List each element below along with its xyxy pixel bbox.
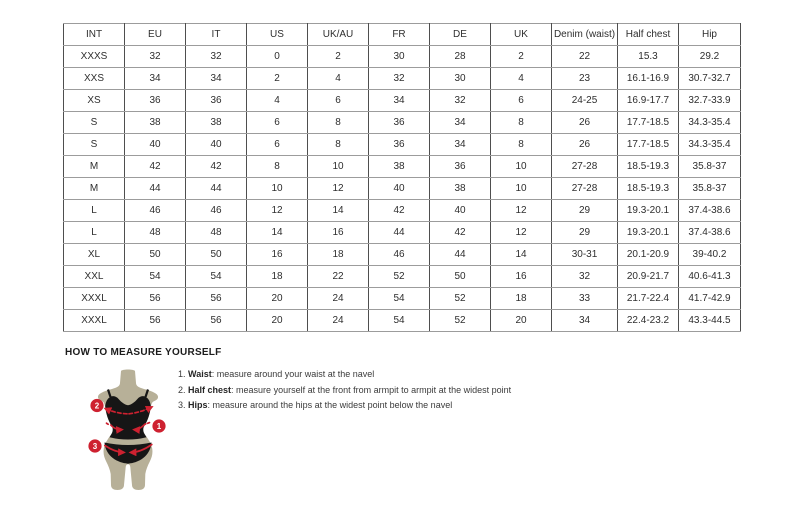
column-header: UK/AU <box>308 24 369 46</box>
step-text: : measure yourself at the front from armpit to armpit at the widest point <box>231 384 512 395</box>
table-cell: 18.5-19.3 <box>618 156 679 178</box>
table-cell: 27-28 <box>552 178 618 200</box>
table-cell: 6 <box>247 134 308 156</box>
table-cell: 32.7-33.9 <box>679 90 741 112</box>
table-cell: 17.7-18.5 <box>618 112 679 134</box>
step-term: Hips <box>188 400 208 410</box>
table-cell: 36 <box>369 134 430 156</box>
measure-step <box>178 400 511 410</box>
table-row <box>64 46 741 68</box>
mannequin-illustration <box>75 368 175 503</box>
table-cell: 32 <box>125 46 186 68</box>
waist-side-tick-left <box>107 423 111 425</box>
table-cell: 29.2 <box>679 46 741 68</box>
table-row <box>64 178 741 200</box>
table-cell: 4 <box>247 90 308 112</box>
table-cell: 26 <box>552 112 618 134</box>
table-cell: 24 <box>308 288 369 310</box>
table-cell: 22.4-23.2 <box>618 310 679 332</box>
table-cell: 34 <box>369 90 430 112</box>
table-cell: 24 <box>308 310 369 332</box>
table-row <box>64 112 741 134</box>
table-row <box>64 134 741 156</box>
table-cell: 44 <box>430 244 491 266</box>
table-cell: L <box>64 222 125 244</box>
step-text: : measure around your waist at the navel <box>211 369 375 379</box>
table-cell: 56 <box>125 288 186 310</box>
table-cell: 40.6-41.3 <box>679 266 741 288</box>
table-cell: 42 <box>125 156 186 178</box>
table-cell: XS <box>64 90 125 112</box>
table-cell: 27-28 <box>552 156 618 178</box>
table-cell: XL <box>64 244 125 266</box>
table-cell: L <box>64 200 125 222</box>
table-cell: 46 <box>186 200 247 222</box>
table-cell: 54 <box>369 288 430 310</box>
measure-section-title: HOW TO MEASURE YOURSELF <box>65 347 222 358</box>
table-cell: 12 <box>491 222 552 244</box>
table-cell: 22 <box>552 46 618 68</box>
table-cell: 38 <box>430 178 491 200</box>
table-cell: M <box>64 178 125 200</box>
table-cell: 20 <box>491 310 552 332</box>
size-table-body <box>64 46 741 332</box>
table-cell: 46 <box>125 200 186 222</box>
column-header: US <box>247 24 308 46</box>
table-cell: 56 <box>186 288 247 310</box>
column-header: Denim (waist) <box>552 24 618 46</box>
table-cell: 34 <box>186 68 247 90</box>
table-cell: XXL <box>64 266 125 288</box>
table-cell: 29 <box>552 222 618 244</box>
table-cell: 12 <box>247 200 308 222</box>
table-cell: 18.5-19.3 <box>618 178 679 200</box>
table-cell: 46 <box>369 244 430 266</box>
table-cell: 52 <box>430 288 491 310</box>
table-cell: 8 <box>247 156 308 178</box>
table-cell: 23 <box>552 68 618 90</box>
column-header: IT <box>186 24 247 46</box>
table-cell: 42 <box>369 200 430 222</box>
table-cell: 28 <box>430 46 491 68</box>
table-cell: 18 <box>308 244 369 266</box>
table-cell: 4 <box>308 68 369 90</box>
table-cell: 39-40.2 <box>679 244 741 266</box>
waist-marker-label: 1 <box>156 421 162 431</box>
table-cell: 26 <box>552 134 618 156</box>
table-cell: 44 <box>186 178 247 200</box>
step-term: Waist <box>188 369 212 379</box>
table-cell: 50 <box>125 244 186 266</box>
table-cell: 36 <box>430 156 491 178</box>
table-cell: 32 <box>369 68 430 90</box>
table-cell: 10 <box>491 178 552 200</box>
column-header: FR <box>369 24 430 46</box>
table-cell: 10 <box>491 156 552 178</box>
table-cell: 56 <box>186 310 247 332</box>
step-text: : measure around the hips at the widest point below the navel <box>207 400 453 410</box>
table-cell: 16.9-17.7 <box>618 90 679 112</box>
table-cell: 8 <box>308 112 369 134</box>
table-cell: 24-25 <box>552 90 618 112</box>
table-cell: XXXL <box>64 288 125 310</box>
table-cell: 30-31 <box>552 244 618 266</box>
measure-step <box>178 385 511 395</box>
table-cell: 20 <box>247 310 308 332</box>
table-cell: 2 <box>491 46 552 68</box>
table-cell: 8 <box>308 134 369 156</box>
measurement-figure <box>75 368 175 503</box>
step-term: Half chest <box>188 384 232 395</box>
table-cell: 22 <box>308 266 369 288</box>
table-cell: 0 <box>247 46 308 68</box>
table-cell: 34.3-35.4 <box>679 134 741 156</box>
column-header: Hip <box>679 24 741 46</box>
table-cell: 42 <box>186 156 247 178</box>
table-cell: 40 <box>369 178 430 200</box>
table-cell: 29 <box>552 200 618 222</box>
hips-marker-label: 3 <box>92 441 98 451</box>
table-cell: 16.1-16.9 <box>618 68 679 90</box>
table-cell: 10 <box>308 156 369 178</box>
table-cell: 42 <box>430 222 491 244</box>
table-row <box>64 266 741 288</box>
table-cell: 50 <box>186 244 247 266</box>
table-cell: 6 <box>491 90 552 112</box>
table-cell: 20 <box>247 288 308 310</box>
table-cell: 6 <box>247 112 308 134</box>
table-cell: 21.7-22.4 <box>618 288 679 310</box>
column-header: UK <box>491 24 552 46</box>
table-cell: 40 <box>125 134 186 156</box>
table-header-row <box>64 24 741 46</box>
table-cell: 38 <box>186 112 247 134</box>
table-cell: M <box>64 156 125 178</box>
table-cell: 34 <box>125 68 186 90</box>
table-cell: 19.3-20.1 <box>618 222 679 244</box>
table-cell: 54 <box>186 266 247 288</box>
table-cell: 16 <box>491 266 552 288</box>
measure-step <box>178 369 511 379</box>
table-cell: XXXL <box>64 310 125 332</box>
table-cell: 20.9-21.7 <box>618 266 679 288</box>
step-number: 1. <box>178 369 186 379</box>
table-row <box>64 222 741 244</box>
table-cell: 14 <box>491 244 552 266</box>
table-cell: 43.3-44.5 <box>679 310 741 332</box>
table-cell: 36 <box>369 112 430 134</box>
table-row <box>64 310 741 332</box>
table-cell: 32 <box>186 46 247 68</box>
table-cell: 18 <box>247 266 308 288</box>
table-cell: 20.1-20.9 <box>618 244 679 266</box>
table-row <box>64 244 741 266</box>
table-row <box>64 156 741 178</box>
table-cell: XXXS <box>64 46 125 68</box>
table-cell: 15.3 <box>618 46 679 68</box>
column-header: Half chest <box>618 24 679 46</box>
table-row <box>64 68 741 90</box>
table-cell: 30 <box>369 46 430 68</box>
table-cell: 37.4-38.6 <box>679 222 741 244</box>
step-number: 3. <box>178 400 186 410</box>
table-cell: 32 <box>552 266 618 288</box>
table-cell: 4 <box>491 68 552 90</box>
table-cell: 17.7-18.5 <box>618 134 679 156</box>
table-cell: 40 <box>430 200 491 222</box>
table-cell: 8 <box>491 134 552 156</box>
table-cell: 16 <box>308 222 369 244</box>
table-row <box>64 90 741 112</box>
table-cell: 34 <box>552 310 618 332</box>
measure-steps <box>178 369 511 416</box>
table-cell: 2 <box>308 46 369 68</box>
table-cell: 14 <box>308 200 369 222</box>
column-header: DE <box>430 24 491 46</box>
table-cell: 36 <box>125 90 186 112</box>
table-cell: 16 <box>247 244 308 266</box>
table-cell: 35.8-37 <box>679 156 741 178</box>
table-cell: XXS <box>64 68 125 90</box>
table-cell: 38 <box>369 156 430 178</box>
table-cell: 44 <box>125 178 186 200</box>
table-cell: 19.3-20.1 <box>618 200 679 222</box>
table-row <box>64 288 741 310</box>
table-cell: 10 <box>247 178 308 200</box>
table-cell: 34 <box>430 112 491 134</box>
chest-marker-label: 2 <box>94 401 100 411</box>
table-cell: 40 <box>186 134 247 156</box>
table-cell: 6 <box>308 90 369 112</box>
table-cell: 34 <box>430 134 491 156</box>
table-cell: 52 <box>369 266 430 288</box>
table-cell: 32 <box>430 90 491 112</box>
table-row <box>64 200 741 222</box>
table-cell: S <box>64 134 125 156</box>
table-cell: 56 <box>125 310 186 332</box>
table-cell: 35.8-37 <box>679 178 741 200</box>
table-cell: 12 <box>491 200 552 222</box>
table-cell: 34.3-35.4 <box>679 112 741 134</box>
table-cell: 41.7-42.9 <box>679 288 741 310</box>
table-cell: 18 <box>491 288 552 310</box>
column-header: INT <box>64 24 125 46</box>
table-cell: 54 <box>369 310 430 332</box>
table-cell: 36 <box>186 90 247 112</box>
table-cell: 2 <box>247 68 308 90</box>
size-chart-table <box>63 23 741 332</box>
column-header: EU <box>125 24 186 46</box>
table-cell: 48 <box>186 222 247 244</box>
table-cell: 30.7-32.7 <box>679 68 741 90</box>
table-cell: S <box>64 112 125 134</box>
table-cell: 52 <box>430 310 491 332</box>
table-cell: 50 <box>430 266 491 288</box>
step-number: 2. <box>178 384 186 395</box>
table-cell: 8 <box>491 112 552 134</box>
table-cell: 33 <box>552 288 618 310</box>
table-cell: 38 <box>125 112 186 134</box>
table-cell: 14 <box>247 222 308 244</box>
table-cell: 54 <box>125 266 186 288</box>
table-cell: 37.4-38.6 <box>679 200 741 222</box>
table-cell: 30 <box>430 68 491 90</box>
table-cell: 44 <box>369 222 430 244</box>
table-cell: 48 <box>125 222 186 244</box>
table-cell: 12 <box>308 178 369 200</box>
